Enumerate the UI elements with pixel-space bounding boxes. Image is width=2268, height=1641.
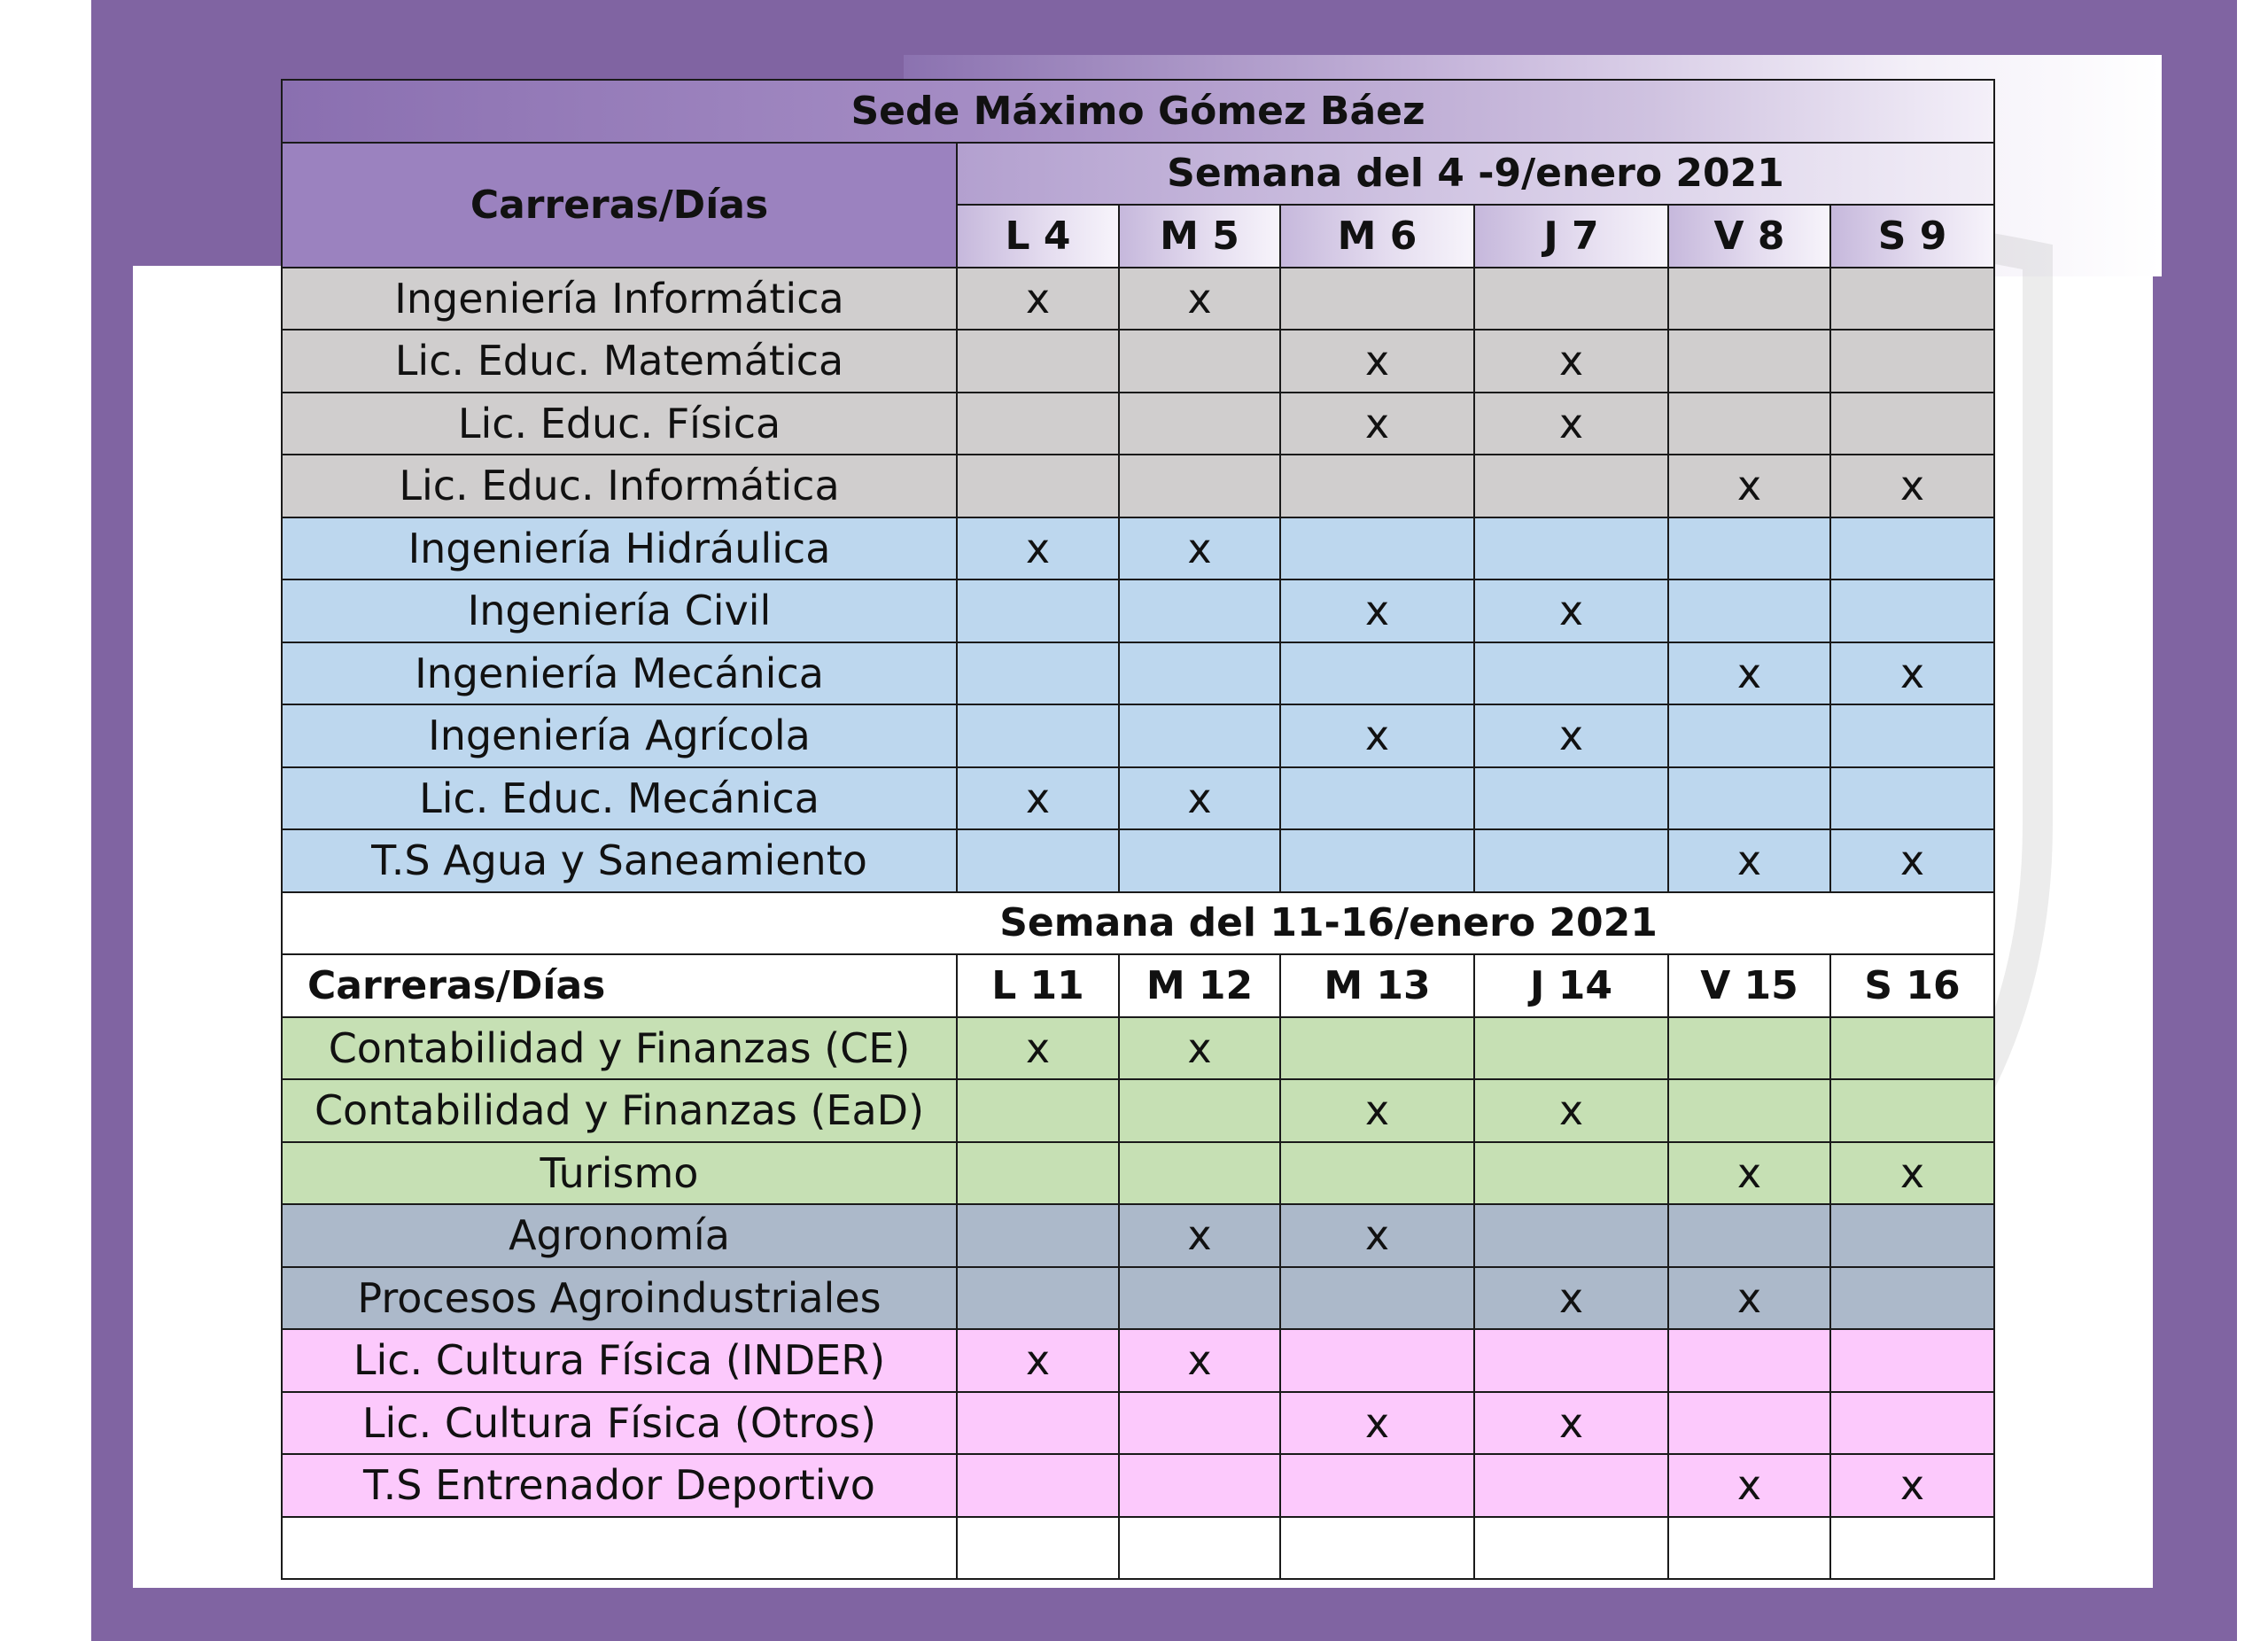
schedule-mark: x bbox=[1474, 579, 1668, 642]
schedule-mark bbox=[1280, 1454, 1474, 1517]
schedule-mark: x bbox=[1119, 1329, 1280, 1392]
career-name: Ingeniería Agrícola bbox=[282, 704, 957, 767]
schedule-mark: x bbox=[1668, 1142, 1830, 1205]
empty-row bbox=[282, 1517, 1994, 1580]
table-row bbox=[282, 704, 1994, 767]
schedule-mark bbox=[1280, 517, 1474, 580]
table-row bbox=[282, 1454, 1994, 1517]
schedule-mark: x bbox=[1474, 1079, 1668, 1142]
schedule-mark: x bbox=[1830, 829, 1994, 892]
schedule-mark bbox=[1119, 704, 1280, 767]
day-header: M 5 bbox=[1119, 205, 1280, 268]
schedule-mark bbox=[1119, 393, 1280, 455]
table-row bbox=[282, 642, 1994, 705]
schedule-mark: x bbox=[1119, 767, 1280, 830]
schedule-mark bbox=[1119, 642, 1280, 705]
schedule-mark bbox=[1474, 767, 1668, 830]
schedule-mark bbox=[957, 455, 1119, 517]
schedule-mark bbox=[1119, 579, 1280, 642]
schedule-mark: x bbox=[1280, 1079, 1474, 1142]
schedule-mark: x bbox=[1474, 704, 1668, 767]
week1-label: Semana del 4 -9/enero 2021 bbox=[957, 143, 1994, 206]
schedule-mark bbox=[957, 704, 1119, 767]
schedule-mark bbox=[1668, 767, 1830, 830]
schedule-mark bbox=[1119, 1267, 1280, 1330]
schedule-mark: x bbox=[1474, 393, 1668, 455]
day-header: M 13 bbox=[1280, 954, 1474, 1017]
table-row bbox=[282, 1079, 1994, 1142]
schedule-mark bbox=[1474, 1329, 1668, 1392]
schedule-mark bbox=[1280, 1267, 1474, 1330]
career-name: Contabilidad y Finanzas (CE) bbox=[282, 1017, 957, 1080]
schedule-mark bbox=[1668, 579, 1830, 642]
schedule-mark bbox=[1280, 642, 1474, 705]
table-row bbox=[282, 1142, 1994, 1205]
schedule-mark bbox=[957, 1142, 1119, 1205]
day-header: L 11 bbox=[957, 954, 1119, 1017]
schedule-mark bbox=[957, 1204, 1119, 1267]
schedule-mark bbox=[1668, 330, 1830, 393]
table-row bbox=[282, 767, 1994, 830]
table-row bbox=[282, 1204, 1994, 1267]
schedule-mark: x bbox=[1280, 1392, 1474, 1455]
schedule-mark bbox=[1119, 1454, 1280, 1517]
schedule-mark: x bbox=[1668, 455, 1830, 517]
career-name: Ingeniería Informática bbox=[282, 268, 957, 331]
schedule-mark bbox=[1668, 1079, 1830, 1142]
schedule-mark: x bbox=[1119, 517, 1280, 580]
schedule-mark: x bbox=[1119, 1204, 1280, 1267]
empty-cell bbox=[282, 1517, 957, 1580]
schedule-mark bbox=[957, 330, 1119, 393]
schedule-table bbox=[281, 79, 1995, 1580]
schedule-mark bbox=[957, 579, 1119, 642]
schedule-mark bbox=[1474, 1017, 1668, 1080]
schedule-mark bbox=[1668, 1392, 1830, 1455]
day-header: J 7 bbox=[1474, 205, 1668, 268]
career-name: Lic. Educ. Matemática bbox=[282, 330, 957, 393]
schedule-mark bbox=[1119, 1142, 1280, 1205]
schedule-mark: x bbox=[1668, 829, 1830, 892]
career-name: Contabilidad y Finanzas (EaD) bbox=[282, 1079, 957, 1142]
day-header: V 15 bbox=[1668, 954, 1830, 1017]
schedule-mark bbox=[1668, 1329, 1830, 1392]
schedule-mark bbox=[1474, 642, 1668, 705]
schedule-mark: x bbox=[957, 268, 1119, 331]
empty-cell bbox=[1119, 1517, 1280, 1580]
table-row bbox=[282, 393, 1994, 455]
schedule-mark: x bbox=[1830, 642, 1994, 705]
schedule-mark bbox=[1830, 1079, 1994, 1142]
schedule-mark: x bbox=[1668, 642, 1830, 705]
day-header: M 6 bbox=[1280, 205, 1474, 268]
week1-header-row bbox=[282, 143, 1994, 206]
career-name: Lic. Cultura Física (Otros) bbox=[282, 1392, 957, 1455]
schedule-mark bbox=[1668, 517, 1830, 580]
careers-days-header: Carreras/Días bbox=[282, 143, 957, 268]
table-row bbox=[282, 1017, 1994, 1080]
empty-cell bbox=[1830, 1517, 1994, 1580]
schedule-mark bbox=[957, 1267, 1119, 1330]
schedule-mark bbox=[1830, 517, 1994, 580]
empty-cell bbox=[1474, 1517, 1668, 1580]
empty-cell bbox=[957, 1517, 1119, 1580]
day-header: L 4 bbox=[957, 205, 1119, 268]
schedule-mark: x bbox=[957, 517, 1119, 580]
schedule-mark bbox=[1280, 1017, 1474, 1080]
career-name: T.S Agua y Saneamiento bbox=[282, 829, 957, 892]
schedule-mark bbox=[1830, 1017, 1994, 1080]
schedule-mark: x bbox=[1280, 1204, 1474, 1267]
schedule-mark bbox=[1474, 1454, 1668, 1517]
careers-days-header: Carreras/Días bbox=[282, 954, 957, 1017]
schedule-mark bbox=[1830, 1267, 1994, 1330]
career-name: T.S Entrenador Deportivo bbox=[282, 1454, 957, 1517]
schedule-mark: x bbox=[1668, 1454, 1830, 1517]
table-row bbox=[282, 455, 1994, 517]
career-name: Ingeniería Mecánica bbox=[282, 642, 957, 705]
schedule-mark bbox=[1474, 829, 1668, 892]
schedule-mark bbox=[1668, 268, 1830, 331]
career-name: Ingeniería Hidráulica bbox=[282, 517, 957, 580]
schedule-mark bbox=[1474, 455, 1668, 517]
schedule-mark bbox=[1830, 579, 1994, 642]
table-row bbox=[282, 268, 1994, 331]
career-name: Turismo bbox=[282, 1142, 957, 1205]
career-name: Procesos Agroindustriales bbox=[282, 1267, 957, 1330]
table-title: Sede Máximo Gómez Báez bbox=[282, 80, 1994, 143]
schedule-mark: x bbox=[957, 767, 1119, 830]
table-row bbox=[282, 1267, 1994, 1330]
schedule-mark bbox=[957, 642, 1119, 705]
schedule-mark bbox=[1474, 1142, 1668, 1205]
schedule-mark: x bbox=[1668, 1267, 1830, 1330]
table-row bbox=[282, 1392, 1994, 1455]
day-header: S 16 bbox=[1830, 954, 1994, 1017]
schedule-mark: x bbox=[1830, 455, 1994, 517]
day-header: J 14 bbox=[1474, 954, 1668, 1017]
schedule-mark: x bbox=[1280, 393, 1474, 455]
career-name: Ingeniería Civil bbox=[282, 579, 957, 642]
schedule-mark bbox=[1119, 829, 1280, 892]
day-header: V 8 bbox=[1668, 205, 1830, 268]
schedule-mark bbox=[1830, 704, 1994, 767]
schedule-mark: x bbox=[1474, 330, 1668, 393]
week2-header-row bbox=[282, 954, 1994, 1017]
day-header: S 9 bbox=[1830, 205, 1994, 268]
schedule-mark bbox=[957, 1454, 1119, 1517]
table-row bbox=[282, 330, 1994, 393]
schedule-mark bbox=[1668, 1017, 1830, 1080]
schedule-mark bbox=[957, 1079, 1119, 1142]
schedule-mark: x bbox=[1280, 330, 1474, 393]
schedule-mark bbox=[1280, 829, 1474, 892]
schedule-mark bbox=[1119, 455, 1280, 517]
schedule-mark: x bbox=[1474, 1267, 1668, 1330]
career-name: Lic. Educ. Informática bbox=[282, 455, 957, 517]
table-row bbox=[282, 579, 1994, 642]
career-name: Lic. Cultura Física (INDER) bbox=[282, 1329, 957, 1392]
week2-label: Semana del 11-16/enero 2021 bbox=[282, 892, 1994, 955]
schedule-mark bbox=[1668, 393, 1830, 455]
empty-cell bbox=[1668, 1517, 1830, 1580]
schedule-mark bbox=[957, 829, 1119, 892]
schedule-mark bbox=[1119, 1079, 1280, 1142]
table-row bbox=[282, 1329, 1994, 1392]
schedule-mark: x bbox=[957, 1329, 1119, 1392]
schedule-mark: x bbox=[1280, 704, 1474, 767]
schedule-mark bbox=[1280, 767, 1474, 830]
schedule-mark bbox=[957, 1392, 1119, 1455]
schedule-mark: x bbox=[1119, 268, 1280, 331]
schedule-mark bbox=[1474, 268, 1668, 331]
schedule-mark bbox=[957, 393, 1119, 455]
schedule-mark bbox=[1280, 268, 1474, 331]
schedule-mark bbox=[1280, 1329, 1474, 1392]
schedule-mark bbox=[1830, 330, 1994, 393]
schedule-mark bbox=[1830, 1329, 1994, 1392]
schedule-mark: x bbox=[1830, 1142, 1994, 1205]
schedule-mark bbox=[1830, 1204, 1994, 1267]
schedule-mark: x bbox=[1830, 1454, 1994, 1517]
schedule-mark bbox=[1474, 517, 1668, 580]
schedule-mark bbox=[1830, 268, 1994, 331]
schedule-mark bbox=[1830, 393, 1994, 455]
table-row bbox=[282, 517, 1994, 580]
table-row bbox=[282, 829, 1994, 892]
schedule-mark: x bbox=[1474, 1392, 1668, 1455]
schedule-mark bbox=[1668, 704, 1830, 767]
schedule-mark bbox=[1474, 1204, 1668, 1267]
schedule-mark bbox=[1119, 330, 1280, 393]
day-header: M 12 bbox=[1119, 954, 1280, 1017]
schedule-mark: x bbox=[1280, 579, 1474, 642]
career-name: Lic. Educ. Mecánica bbox=[282, 767, 957, 830]
schedule-mark bbox=[1280, 455, 1474, 517]
empty-cell bbox=[1280, 1517, 1474, 1580]
schedule-mark bbox=[1668, 1204, 1830, 1267]
schedule-mark: x bbox=[957, 1017, 1119, 1080]
career-name: Lic. Educ. Física bbox=[282, 393, 957, 455]
schedule-mark bbox=[1830, 767, 1994, 830]
schedule-mark bbox=[1280, 1142, 1474, 1205]
title-row bbox=[282, 80, 1994, 143]
schedule-mark: x bbox=[1119, 1017, 1280, 1080]
schedule-mark bbox=[1119, 1392, 1280, 1455]
week2-label-row bbox=[282, 892, 1994, 955]
schedule-mark bbox=[1830, 1392, 1994, 1455]
career-name: Agronomía bbox=[282, 1204, 957, 1267]
